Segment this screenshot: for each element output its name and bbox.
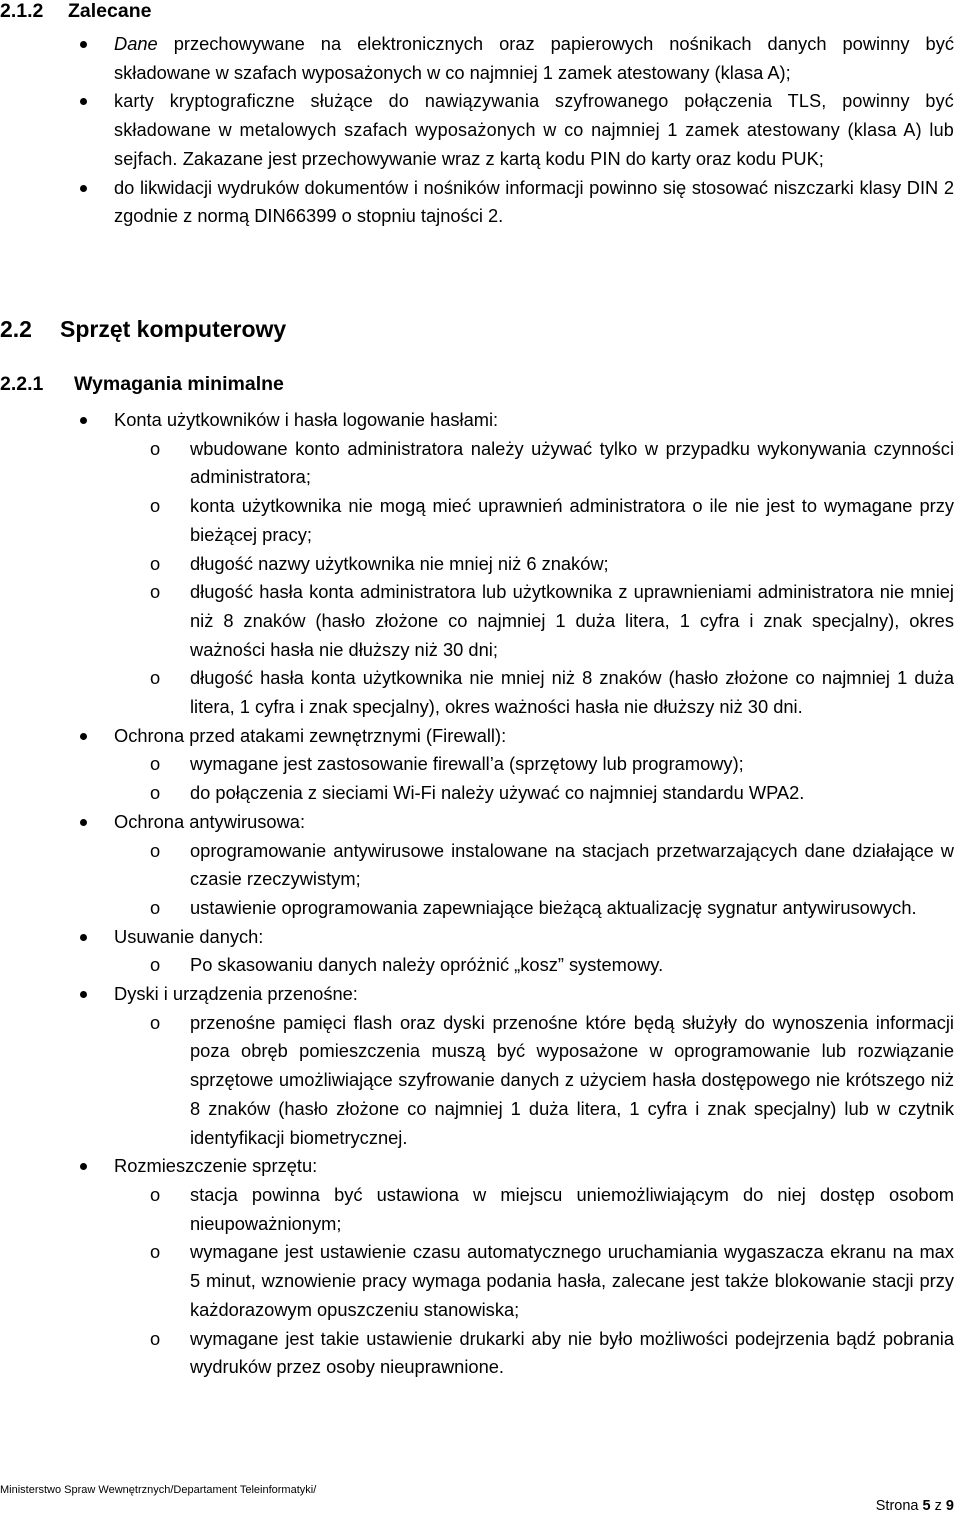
- item-text: przechowywane na elektronicznych oraz papierowych nośnikach danych powinny być składowane w szafach wyposażonych w co najmniej 1 zamek atestowany (klasa A);: [114, 33, 954, 83]
- circle-marker-icon: o: [150, 954, 161, 976]
- bullet-icon: [80, 819, 87, 826]
- bullet-icon: [80, 417, 87, 424]
- section-title: Zalecane: [68, 0, 152, 22]
- sub-list-item: [0, 1181, 960, 1238]
- sub-list-item: [0, 1325, 960, 1382]
- sub-item-text: przenośne pamięci flash oraz dyski przenośne które będą służyły do wynoszenia informacji poza obręb pomieszczenia muszą być wyposażone w oprogramowanie lub rozwiązanie sprzętowe umożliwiające szyfrowanie danych z użyciem hasła dostępowego nie krótszego niż 8 znaków (hasło złożone co najmniej 1 duża litera, 1 cyfra i znak specjalny) lub w czytnik identyfikacji biometrycznej.: [190, 1011, 954, 1148]
- group-label: Ochrona antywirusowa:: [114, 810, 306, 832]
- list-item: [0, 722, 960, 751]
- sub-item-text: stacja powinna być ustawiona w miejscu uniemożliwiającym do niej dostęp osobom nieupoważnionym;: [190, 1183, 954, 1234]
- sub-item-text: ustawienie oprogramowania zapewniające bieżącą aktualizację sygnatur antywirusowych.: [190, 896, 917, 918]
- sub-item-text: długość hasła konta użytkownika nie mniej niż 8 znaków (hasło złożone co najmniej 1 duża litera, 1 cyfra i znak specjalny), okres ważności hasła nie dłuższy niż 30 dni.: [190, 667, 954, 718]
- sub-list-item: [0, 550, 960, 579]
- page-separator: z: [934, 1498, 942, 1514]
- sub-item-text: wymagane jest takie ustawienie drukarki aby nie było możliwości podejrzenia bądź pobrania wydruków przez osoby nieuprawnione.: [190, 1327, 954, 1378]
- list-item: [0, 808, 960, 837]
- sub-item-text: do połączenia z sieciami Wi-Fi należy używać co najmniej standardu WPA2.: [190, 782, 805, 804]
- section-title: Sprzęt komputerowy: [60, 316, 287, 342]
- sub-item-text: wymagane jest ustawienie czasu automatycznego uruchamiania wygaszacza ekranu na max 5 minut, wznowienie pracy wymaga podania hasła, zalecane jest także blokowanie stacji przy każdorazowym opuszczeniu stanowiska;: [190, 1241, 954, 1320]
- list-item: [0, 923, 960, 952]
- section-heading-zalecane: [0, 0, 151, 23]
- sub-list-item: [0, 779, 960, 808]
- sub-list-item: [0, 894, 960, 923]
- circle-marker-icon: o: [150, 581, 161, 603]
- list-item: [0, 87, 960, 173]
- group-label: Usuwanie danych:: [114, 925, 264, 947]
- page-current: 5: [922, 1498, 931, 1514]
- list-item: [0, 30, 960, 87]
- group-label: Dyski i urządzenia przenośne:: [114, 983, 358, 1005]
- bullet-icon: [80, 991, 87, 998]
- sub-item-text: Po skasowaniu danych należy opróżnić „kosz” systemowy.: [190, 954, 664, 976]
- list-item: [0, 174, 960, 231]
- page-total: 9: [945, 1498, 954, 1514]
- bullet-icon: [80, 1163, 87, 1170]
- circle-marker-icon: o: [150, 1183, 161, 1205]
- sub-list-item: [0, 1009, 960, 1153]
- bullet-icon: [80, 185, 87, 192]
- wymagania-list: [0, 406, 960, 1382]
- sub-list-item: [0, 837, 960, 894]
- item-lead-italic: Dane: [114, 33, 158, 54]
- sub-item-text: długość hasła konta administratora lub użytkownika z uprawnieniami administratora nie mniej niż 8 znaków (hasło złożone co najmniej 1 duża litera, 1 cyfra i znak specjalny), okres ważności hasła nie dłuższy niż 30 dni;: [190, 581, 954, 660]
- bullet-icon: [80, 98, 87, 105]
- bullet-icon: [80, 733, 87, 740]
- list-item: [0, 1152, 960, 1181]
- zalecane-list: [0, 30, 960, 231]
- item-text: do likwidacji wydruków dokumentów i nośników informacji powinno się stosować niszczarki klasy DIN 2 zgodnie z normą DIN66399 o stopniu tajności 2.: [114, 176, 954, 227]
- sub-item-text: wymagane jest zastosowanie firewall’a (sprzętowy lub programowy);: [190, 753, 744, 775]
- bullet-icon: [80, 934, 87, 941]
- circle-marker-icon: o: [150, 437, 161, 459]
- section-title: Wymagania minimalne: [74, 373, 284, 395]
- circle-marker-icon: o: [150, 552, 161, 574]
- sub-list-item: [0, 492, 960, 549]
- bullet-icon: [80, 41, 87, 48]
- sub-list-item: [0, 1238, 960, 1324]
- sub-list-item: [0, 750, 960, 779]
- circle-marker-icon: o: [150, 896, 161, 918]
- section-heading-wymagania: [0, 373, 284, 396]
- sub-item-text: długość nazwy użytkownika nie mniej niż 6 znaków;: [190, 552, 609, 574]
- section-number: 2.2: [0, 316, 32, 342]
- circle-marker-icon: o: [150, 1241, 161, 1263]
- sub-item-text: konta użytkownika nie mogą mieć uprawnień administratora o ile nie jest to wymagane przy bieżącej pracy;: [190, 495, 954, 545]
- section-number: 2.2.1: [0, 373, 44, 395]
- section-heading-sprzet: [0, 316, 286, 343]
- group-label: Rozmieszczenie sprzętu:: [114, 1155, 318, 1177]
- circle-marker-icon: o: [150, 495, 161, 517]
- page-number: [876, 1498, 954, 1514]
- sub-item-text: oprogramowanie antywirusowe instalowane na stacjach przetwarzających dane działające w czasie rzeczywistym;: [190, 839, 954, 890]
- circle-marker-icon: o: [150, 1011, 161, 1033]
- section-number: 2.1.2: [0, 0, 44, 22]
- item-text: karty kryptograficzne służące do nawiązywania szyfrowanego połączenia TLS, powinny być składowane w metalowych szafach wyposażonych w co najmniej 1 zamek atestowany (klasa A) lub sejfach.: [114, 91, 954, 169]
- sub-item-text: wbudowane konto administratora należy używać tylko w przypadku wykonywania czynności administratora;: [190, 437, 954, 488]
- list-item: [0, 406, 960, 435]
- list-item: [0, 980, 960, 1009]
- circle-marker-icon: o: [150, 839, 161, 861]
- sub-list-item: [0, 951, 960, 980]
- item-text-continued: Zakazane jest przechowywanie wraz z kartą kodu PIN do karty oraz kodu PUK;: [177, 147, 824, 169]
- sub-list-item: [0, 435, 960, 492]
- page-word: Strona: [875, 1498, 919, 1514]
- group-label: Ochrona przed atakami zewnętrznymi (Firewall):: [114, 724, 507, 746]
- sub-list-item: [0, 664, 960, 721]
- circle-marker-icon: o: [150, 667, 161, 689]
- circle-marker-icon: o: [150, 753, 161, 775]
- group-label: Konta użytkowników i hasła logowanie hasłami:: [114, 409, 499, 430]
- footer-organization: Ministerstwo Spraw Wewnętrznych/Departament Teleinformatyki/: [0, 1484, 317, 1496]
- circle-marker-icon: o: [150, 1327, 161, 1349]
- sub-list-item: [0, 578, 960, 664]
- circle-marker-icon: o: [150, 782, 161, 804]
